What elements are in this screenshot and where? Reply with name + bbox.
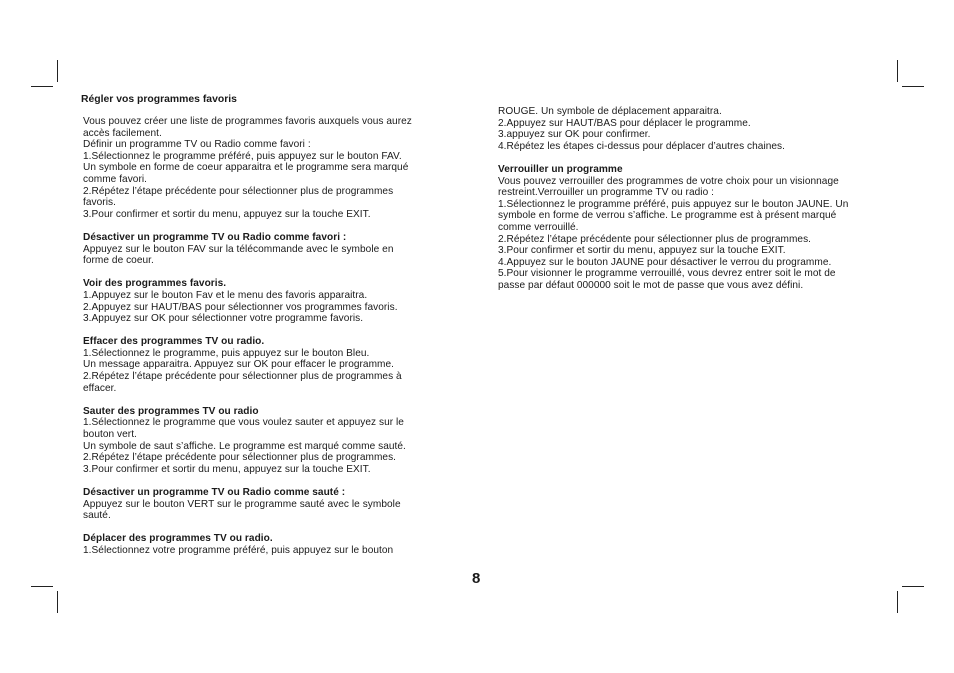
section-heading: Sauter des programmes TV ou radio bbox=[83, 405, 259, 417]
body-text-line: 1.Appuyez sur le bouton Fav et le menu des favoris apparaitra. bbox=[83, 289, 368, 301]
crop-mark bbox=[897, 60, 898, 82]
body-text-line: 2.Appuyez sur HAUT/BAS pour sélectionner vos programmes favoris. bbox=[83, 301, 398, 313]
body-text-line: comme favori. bbox=[83, 173, 148, 185]
left-column bbox=[83, 116, 453, 568]
body-text-line: 2.Répétez l’étape précédente pour sélectionner plus de programmes. bbox=[498, 233, 812, 245]
section-heading: Désactiver un programme TV ou Radio comme sauté : bbox=[83, 487, 346, 498]
body-text-line: 2.Répétez l’étape précédente pour sélectionner plus de programmes bbox=[83, 185, 394, 197]
body-text-line: Appuyez sur le bouton FAV sur la télécommande avec le symbole en bbox=[83, 243, 394, 255]
body-text-line: Un symbole en forme de coeur apparaitra et le programme sera marqué bbox=[83, 162, 409, 174]
body-text-line: 4.Répétez les étapes ci-dessus pour déplacer d’autres chaines. bbox=[498, 140, 786, 152]
body-text-line: forme de coeur. bbox=[83, 255, 154, 267]
crop-mark bbox=[902, 86, 924, 87]
crop-mark bbox=[31, 86, 53, 87]
crop-mark bbox=[902, 586, 924, 587]
body-text-line: ROUGE. Un symbole de déplacement apparaitra. bbox=[498, 106, 722, 117]
section-heading: Désactiver un programme TV ou Radio comme favori : bbox=[83, 231, 347, 243]
body-text-line: bouton vert. bbox=[83, 429, 137, 441]
body-text-line: favoris. bbox=[83, 197, 116, 209]
body-text-line: 1.Sélectionnez votre programme préféré, puis appuyez sur le bouton bbox=[83, 544, 394, 556]
section-heading: Déplacer des programmes TV ou radio. bbox=[83, 533, 273, 545]
manual-section bbox=[83, 487, 453, 522]
body-text-line: 2.Répétez l’étape précédente pour sélectionner plus de programmes à bbox=[83, 371, 402, 383]
page-number: 8 bbox=[472, 570, 481, 587]
crop-mark bbox=[57, 60, 58, 82]
page-title: Régler vos programmes favoris bbox=[81, 94, 237, 105]
body-text-line: 2.Appuyez sur HAUT/BAS pour déplacer le programme. bbox=[498, 117, 751, 129]
body-text-line: 1.Sélectionnez le programme préféré, puis appuyez sur le bouton JAUNE. Un bbox=[498, 198, 849, 210]
body-text-line: 1.Sélectionnez le programme que vous voulez sauter et appuyez sur le bbox=[83, 417, 404, 429]
manual-section bbox=[83, 336, 453, 394]
manual-section bbox=[83, 232, 453, 267]
body-text-line: Vous pouvez créer une liste de programmes favoris auxquels vous aurez bbox=[83, 116, 412, 127]
body-text-line: 3.Pour confirmer et sortir du menu, appuyez sur la touche EXIT. bbox=[83, 463, 371, 475]
body-text-line: 1.Sélectionnez le programme, puis appuyez sur le bouton Bleu. bbox=[83, 347, 370, 359]
body-text-line: 3.Pour confirmer et sortir du menu, appuyez sur la touche EXIT. bbox=[498, 245, 786, 257]
body-text-line: Un message apparaitra. Appuyez sur OK pour effacer le programme. bbox=[83, 359, 395, 371]
manual-section bbox=[83, 406, 453, 476]
crop-mark bbox=[57, 591, 58, 613]
body-text-line: 2.Répétez l’étape précédente pour sélectionner plus de programmes. bbox=[83, 452, 397, 464]
manual-section bbox=[83, 116, 453, 220]
body-text-line: 3.Pour confirmer et sortir du menu, appuyez sur la touche EXIT. bbox=[83, 208, 371, 220]
body-text-line: passe par défaut 000000 soit le mot de passe que vous avez défini. bbox=[498, 279, 804, 291]
body-text-line: accès facilement. bbox=[83, 127, 162, 139]
body-text-line: Appuyez sur le bouton VERT sur le programme sauté avec le symbole bbox=[83, 498, 401, 510]
crop-mark bbox=[897, 591, 898, 613]
manual-section bbox=[83, 278, 453, 324]
body-text-line: Définir un programme TV ou Radio comme favori : bbox=[83, 139, 311, 151]
crop-mark bbox=[31, 586, 53, 587]
body-text-line: 3.Appuyez sur OK pour sélectionner votre programme favoris. bbox=[83, 313, 364, 325]
right-column bbox=[498, 106, 890, 303]
body-text-line: symbole en forme de verrou s’affiche. Le programme est à présent marqué bbox=[498, 210, 837, 222]
manual-section bbox=[498, 106, 890, 152]
manual-section bbox=[498, 164, 890, 292]
body-text-line: 5.Pour visionner le programme verrouillé, vous devrez entrer soit le mot de bbox=[498, 268, 836, 280]
body-text-line: sauté. bbox=[83, 510, 111, 522]
body-text-line: restreint.Verrouiller un programme TV ou radio : bbox=[498, 187, 714, 199]
section-heading: Verrouiller un programme bbox=[498, 163, 623, 175]
body-text-line: comme verrouillé. bbox=[498, 221, 579, 233]
body-text-line: 3.appuyez sur OK pour confirmer. bbox=[498, 129, 651, 141]
body-text-line: effacer. bbox=[83, 382, 117, 394]
section-heading: Voir des programmes favoris. bbox=[83, 278, 227, 290]
section-heading: Effacer des programmes TV ou radio. bbox=[83, 336, 265, 348]
body-text-line: 4.Appuyez sur le bouton JAUNE pour désactiver le verrou du programme. bbox=[498, 256, 832, 268]
body-text-line: Vous pouvez verrouiller des programmes de votre choix pour un visionnage bbox=[498, 175, 839, 187]
body-text-line: 1.Sélectionnez le programme préféré, puis appuyez sur le bouton FAV. bbox=[83, 150, 402, 162]
body-text-line: Un symbole de saut s’affiche. Le programme est marqué comme sauté. bbox=[83, 440, 406, 452]
manual-section bbox=[83, 533, 453, 556]
